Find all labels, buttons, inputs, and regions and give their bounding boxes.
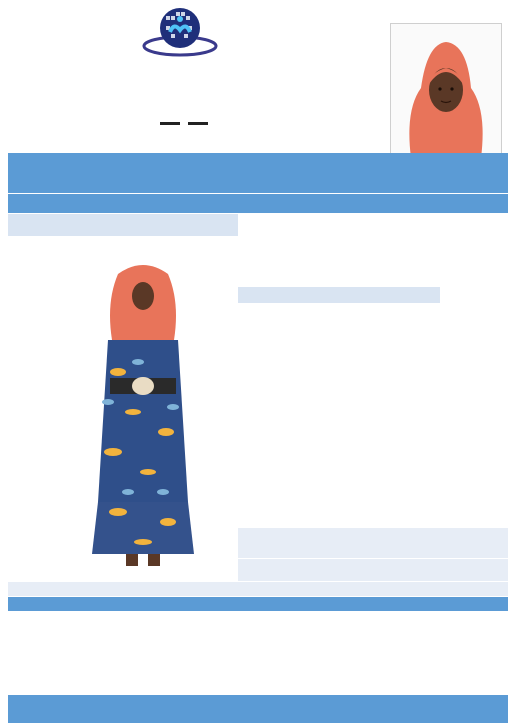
blank-blue-bar	[8, 175, 508, 193]
remarks-label-ar	[440, 695, 508, 723]
weight-value	[184, 214, 236, 236]
period-header	[250, 540, 360, 554]
position-applied-header	[238, 194, 362, 213]
height-header	[110, 194, 182, 213]
language-education-title	[238, 444, 440, 460]
company-name-english	[4, 114, 364, 132]
applicant-full-body-photo	[88, 262, 198, 572]
position-applied-value	[364, 194, 440, 213]
city-country-header	[440, 528, 508, 542]
skills-title-ar	[330, 597, 410, 611]
application-details-title	[238, 287, 440, 303]
religion-value	[8, 214, 108, 236]
previous-employment-title	[238, 512, 440, 527]
blank-row	[8, 582, 508, 596]
employment-position-value	[360, 559, 440, 571]
remarks-text	[116, 695, 438, 723]
employment-period-value	[250, 559, 360, 571]
divider	[188, 122, 208, 125]
employment-city-value	[440, 559, 508, 571]
religion-header	[8, 194, 108, 213]
company-name-arabic	[10, 68, 355, 112]
company-logo	[140, 2, 220, 60]
full-name-banner	[8, 153, 508, 175]
height-value	[110, 214, 182, 236]
applicant-headshot-photo	[390, 23, 502, 159]
divider	[160, 122, 180, 125]
skills-title	[100, 597, 260, 611]
position-header	[360, 540, 440, 554]
remarks-label	[8, 695, 114, 715]
weight-header	[184, 194, 236, 213]
